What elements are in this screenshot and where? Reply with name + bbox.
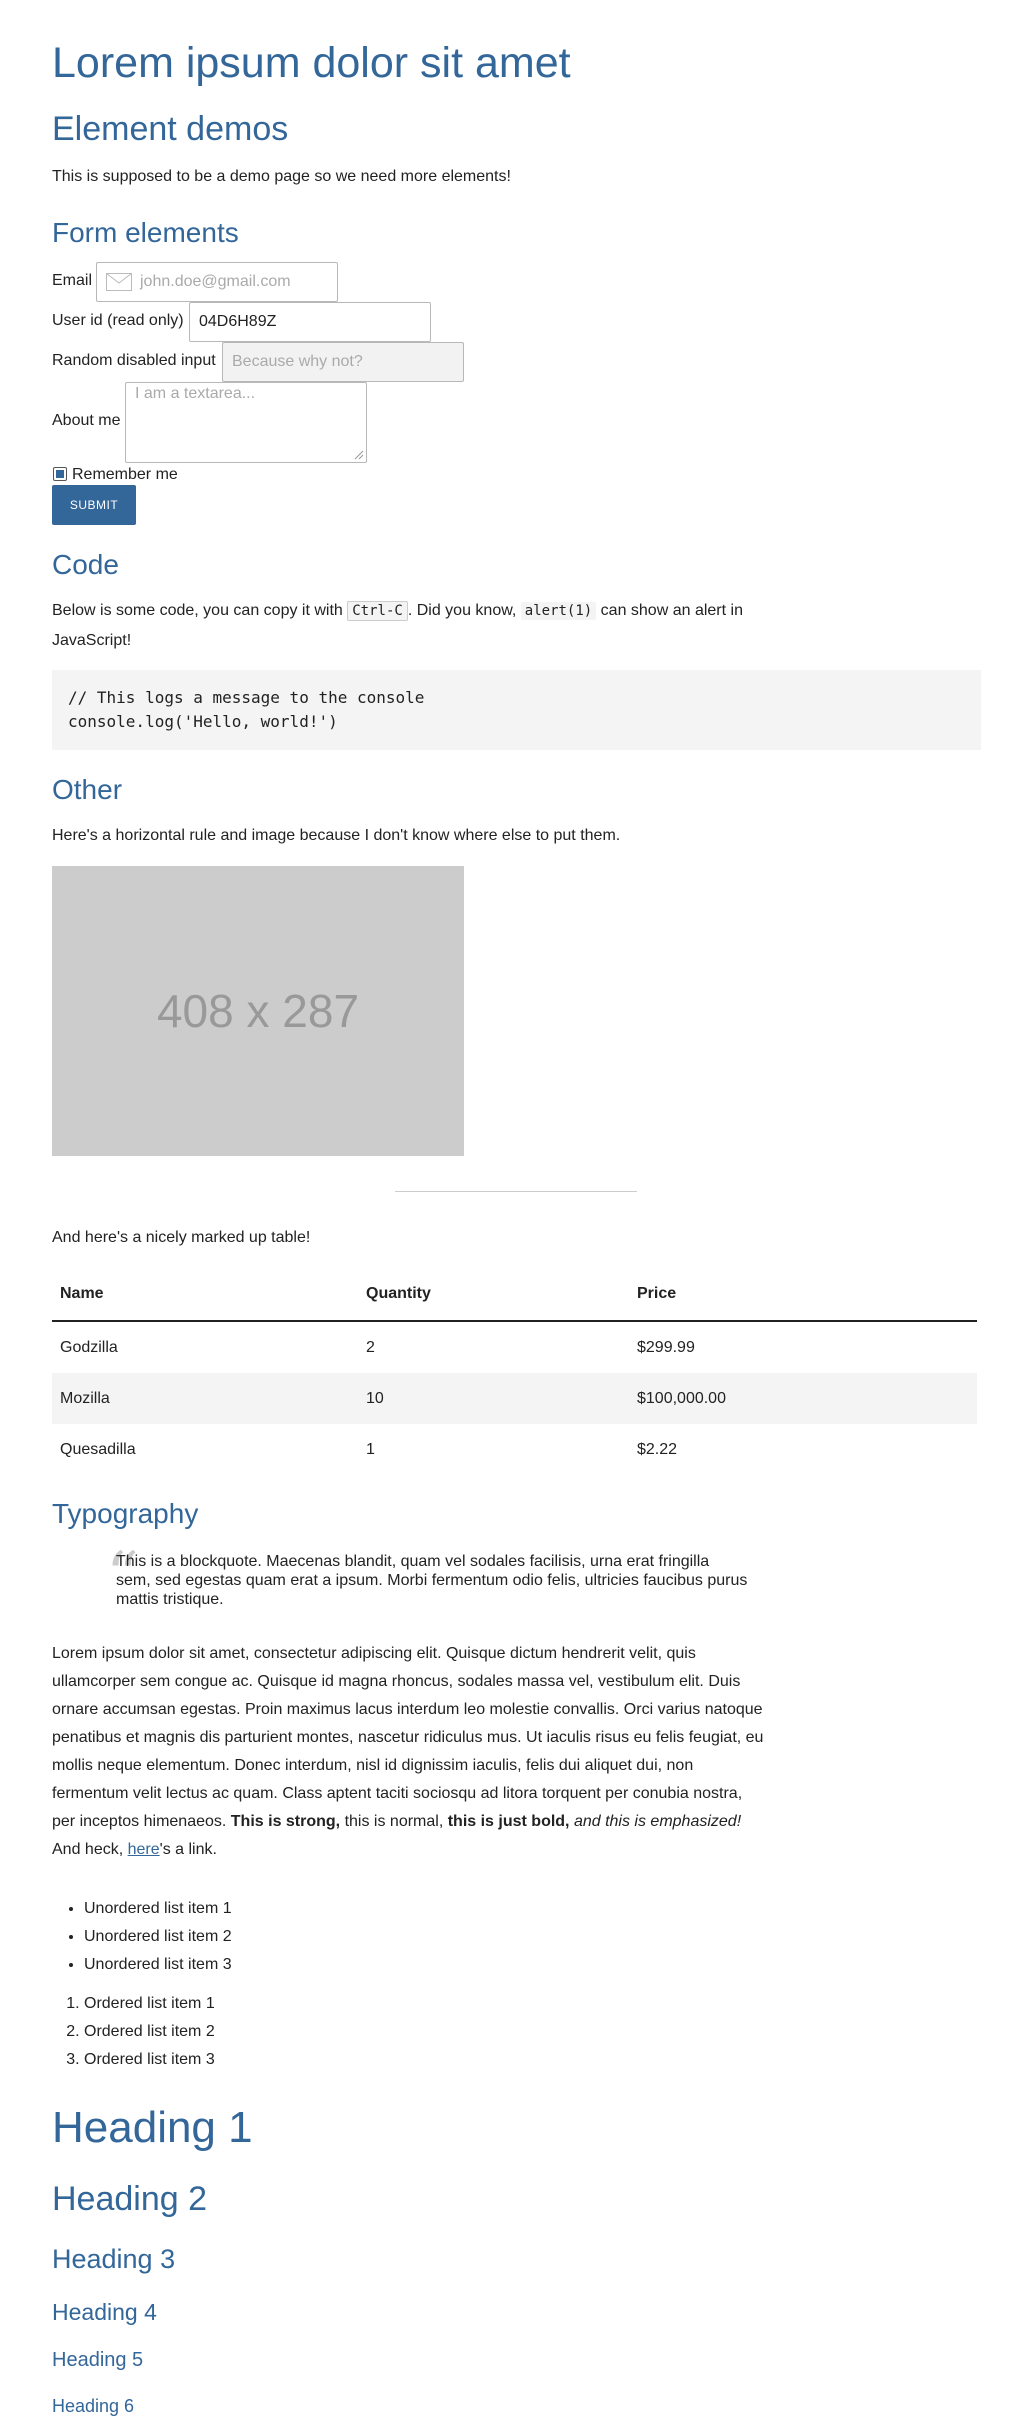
blockquote-line: sem, sed egestas quam erat a ipsum. Morbi fermentum odio felis, ultricies faucibus purus	[116, 1572, 748, 1589]
table-cell: Mozilla	[52, 1373, 358, 1424]
table-cell: 1	[366, 1440, 375, 1458]
code-intro-text-4: JavaScript!	[52, 632, 132, 649]
element-demos-heading: Element demos	[52, 110, 289, 148]
horizontal-rule	[395, 1191, 637, 1192]
table-cell: Quesadilla	[60, 1440, 136, 1458]
quote-mark-icon: “	[106, 1539, 139, 1613]
heading-4: Heading 4	[52, 2299, 157, 2325]
list-item: • Unordered list item 3	[84, 1951, 232, 1979]
about-placeholder: I am a textarea...	[135, 385, 256, 402]
email-label: Email	[52, 272, 93, 289]
code-line-1: // This logs a message to the console	[68, 688, 425, 707]
table-cell: $2.22	[637, 1440, 678, 1458]
remember-label: Remember me	[72, 466, 178, 483]
list-item: • Unordered list item 1	[84, 1895, 232, 1923]
other-intro: Here's a horizontal rule and image because I don't know where else to put them.	[52, 827, 621, 844]
disabled-label: Random disabled input	[52, 352, 216, 369]
table-cell: $299.99	[637, 1338, 695, 1356]
blockquote	[116, 1552, 776, 1609]
userid-value: 04D6H89Z	[199, 313, 277, 330]
heading-1: Heading 1	[52, 2103, 253, 2152]
table-cell: 2	[366, 1338, 375, 1356]
email-field[interactable]	[96, 262, 338, 302]
code-heading: Code	[52, 549, 119, 580]
here-link[interactable]: here	[127, 1841, 160, 1858]
disabled-input	[222, 342, 464, 382]
table-row	[52, 1373, 977, 1424]
paragraph-line: ullamcorper sem congue ac. Quisque id magna rhoncus, sodales massa vel, vestibulum elit. Duis	[52, 1673, 741, 1690]
table-header-row	[52, 1267, 977, 1321]
body-paragraph	[52, 1640, 832, 1864]
paragraph-line: fermentum velit lectus ac quam. Class aptent taciti sociosqu ad litora torquent per conubia nostra,	[52, 1785, 743, 1802]
other-heading: Other	[52, 774, 123, 805]
heading-5: Heading 5	[52, 2349, 144, 2371]
list-item: 2. Ordered list item 2	[84, 2018, 215, 2046]
userid-field[interactable]	[189, 302, 431, 342]
paragraph-line: ornare accumsan egestas. Proin maximus lacus interdum leo molestie convallis. Orci varius natoque	[52, 1701, 763, 1718]
table-header-cell: Name	[52, 1267, 358, 1321]
bold-text: this is just bold,	[447, 1813, 570, 1830]
code-intro-text-2: . Did you know,	[407, 602, 521, 619]
heading-6: Heading 6	[52, 2396, 135, 2416]
blockquote-line: This is a blockquote. Maecenas blandit, quam vel sodales facilisis, urna erat fringilla	[116, 1553, 710, 1570]
unordered-list	[52, 1895, 232, 1979]
about-label: About me	[52, 412, 121, 429]
envelope-icon	[106, 273, 132, 291]
table-cell: Godzilla	[60, 1338, 118, 1356]
table-intro: And here's a nicely marked up table!	[52, 1229, 311, 1246]
form-elements-heading: Form elements	[52, 217, 239, 248]
disabled-placeholder: Because why not?	[232, 353, 363, 370]
heck-text-after: 's a link.	[159, 1841, 217, 1858]
paragraph-line: per inceptos himenaeos.	[52, 1813, 231, 1830]
resize-handle-icon[interactable]	[354, 450, 364, 460]
userid-label: User id (read only)	[52, 312, 184, 329]
list-item: • Unordered list item 2	[84, 1923, 232, 1951]
typography-heading: Typography	[52, 1498, 199, 1529]
email-placeholder: john.doe@gmail.com	[140, 273, 291, 290]
heading-3: Heading 3	[52, 2244, 176, 2274]
kbd-shortcut: Ctrl-C	[347, 601, 408, 621]
list-item: 1. Ordered list item 1	[84, 1990, 215, 2018]
remember-checkbox[interactable]	[53, 467, 67, 481]
table-cell: 10	[358, 1373, 629, 1424]
ordered-list	[52, 1990, 215, 2074]
heck-text: And heck,	[52, 1841, 128, 1858]
code-intro-text-3: can show an alert in	[596, 602, 743, 619]
table-row	[52, 1424, 977, 1475]
paragraph-line: Lorem ipsum dolor sit amet, consectetur adipiscing elit. Quisque dictum hendrerit velit, quis	[52, 1645, 696, 1662]
code-line-2: console.log('Hello, world!')	[68, 712, 338, 731]
emphasized-text: and this is emphasized!	[569, 1813, 742, 1830]
code-intro-text-1: Below is some code, you can copy it with	[52, 602, 348, 619]
blockquote-line: mattis tristique.	[116, 1591, 224, 1608]
table-row	[52, 1321, 977, 1373]
paragraph-line: penatibus et magnis dis parturient montes, nascetur ridiculus mus. Ut iaculis risus eu felis feugiat, eu	[52, 1729, 764, 1746]
page-title: Lorem ipsum dolor sit amet	[52, 39, 571, 87]
normal-text: this is normal,	[340, 1813, 448, 1830]
checkbox-checked-icon	[56, 470, 64, 478]
code-block[interactable]	[52, 670, 981, 750]
data-table	[52, 1267, 977, 1475]
code-intro	[52, 596, 772, 656]
table-cell: $100,000.00	[629, 1373, 977, 1424]
heading-2: Heading 2	[52, 2180, 208, 2218]
list-item: 3. Ordered list item 3	[84, 2046, 215, 2074]
inline-code: alert(1)	[521, 602, 596, 620]
placeholder-image	[52, 866, 464, 1156]
about-textarea[interactable]	[125, 382, 367, 463]
submit-button[interactable]: SUBMIT	[52, 485, 136, 525]
element-demos-intro: This is supposed to be a demo page so we need more elements!	[52, 168, 511, 185]
table-header-cell: Quantity	[358, 1267, 629, 1321]
strong-text: This is strong,	[230, 1813, 341, 1830]
placeholder-image-label: 408 x 287	[156, 985, 360, 1037]
paragraph-line: mollis neque elementum. Donec interdum, nisl id dignissim iaculis, felis dui aliquet dui, non	[52, 1757, 694, 1774]
table-header-cell: Price	[629, 1267, 977, 1321]
